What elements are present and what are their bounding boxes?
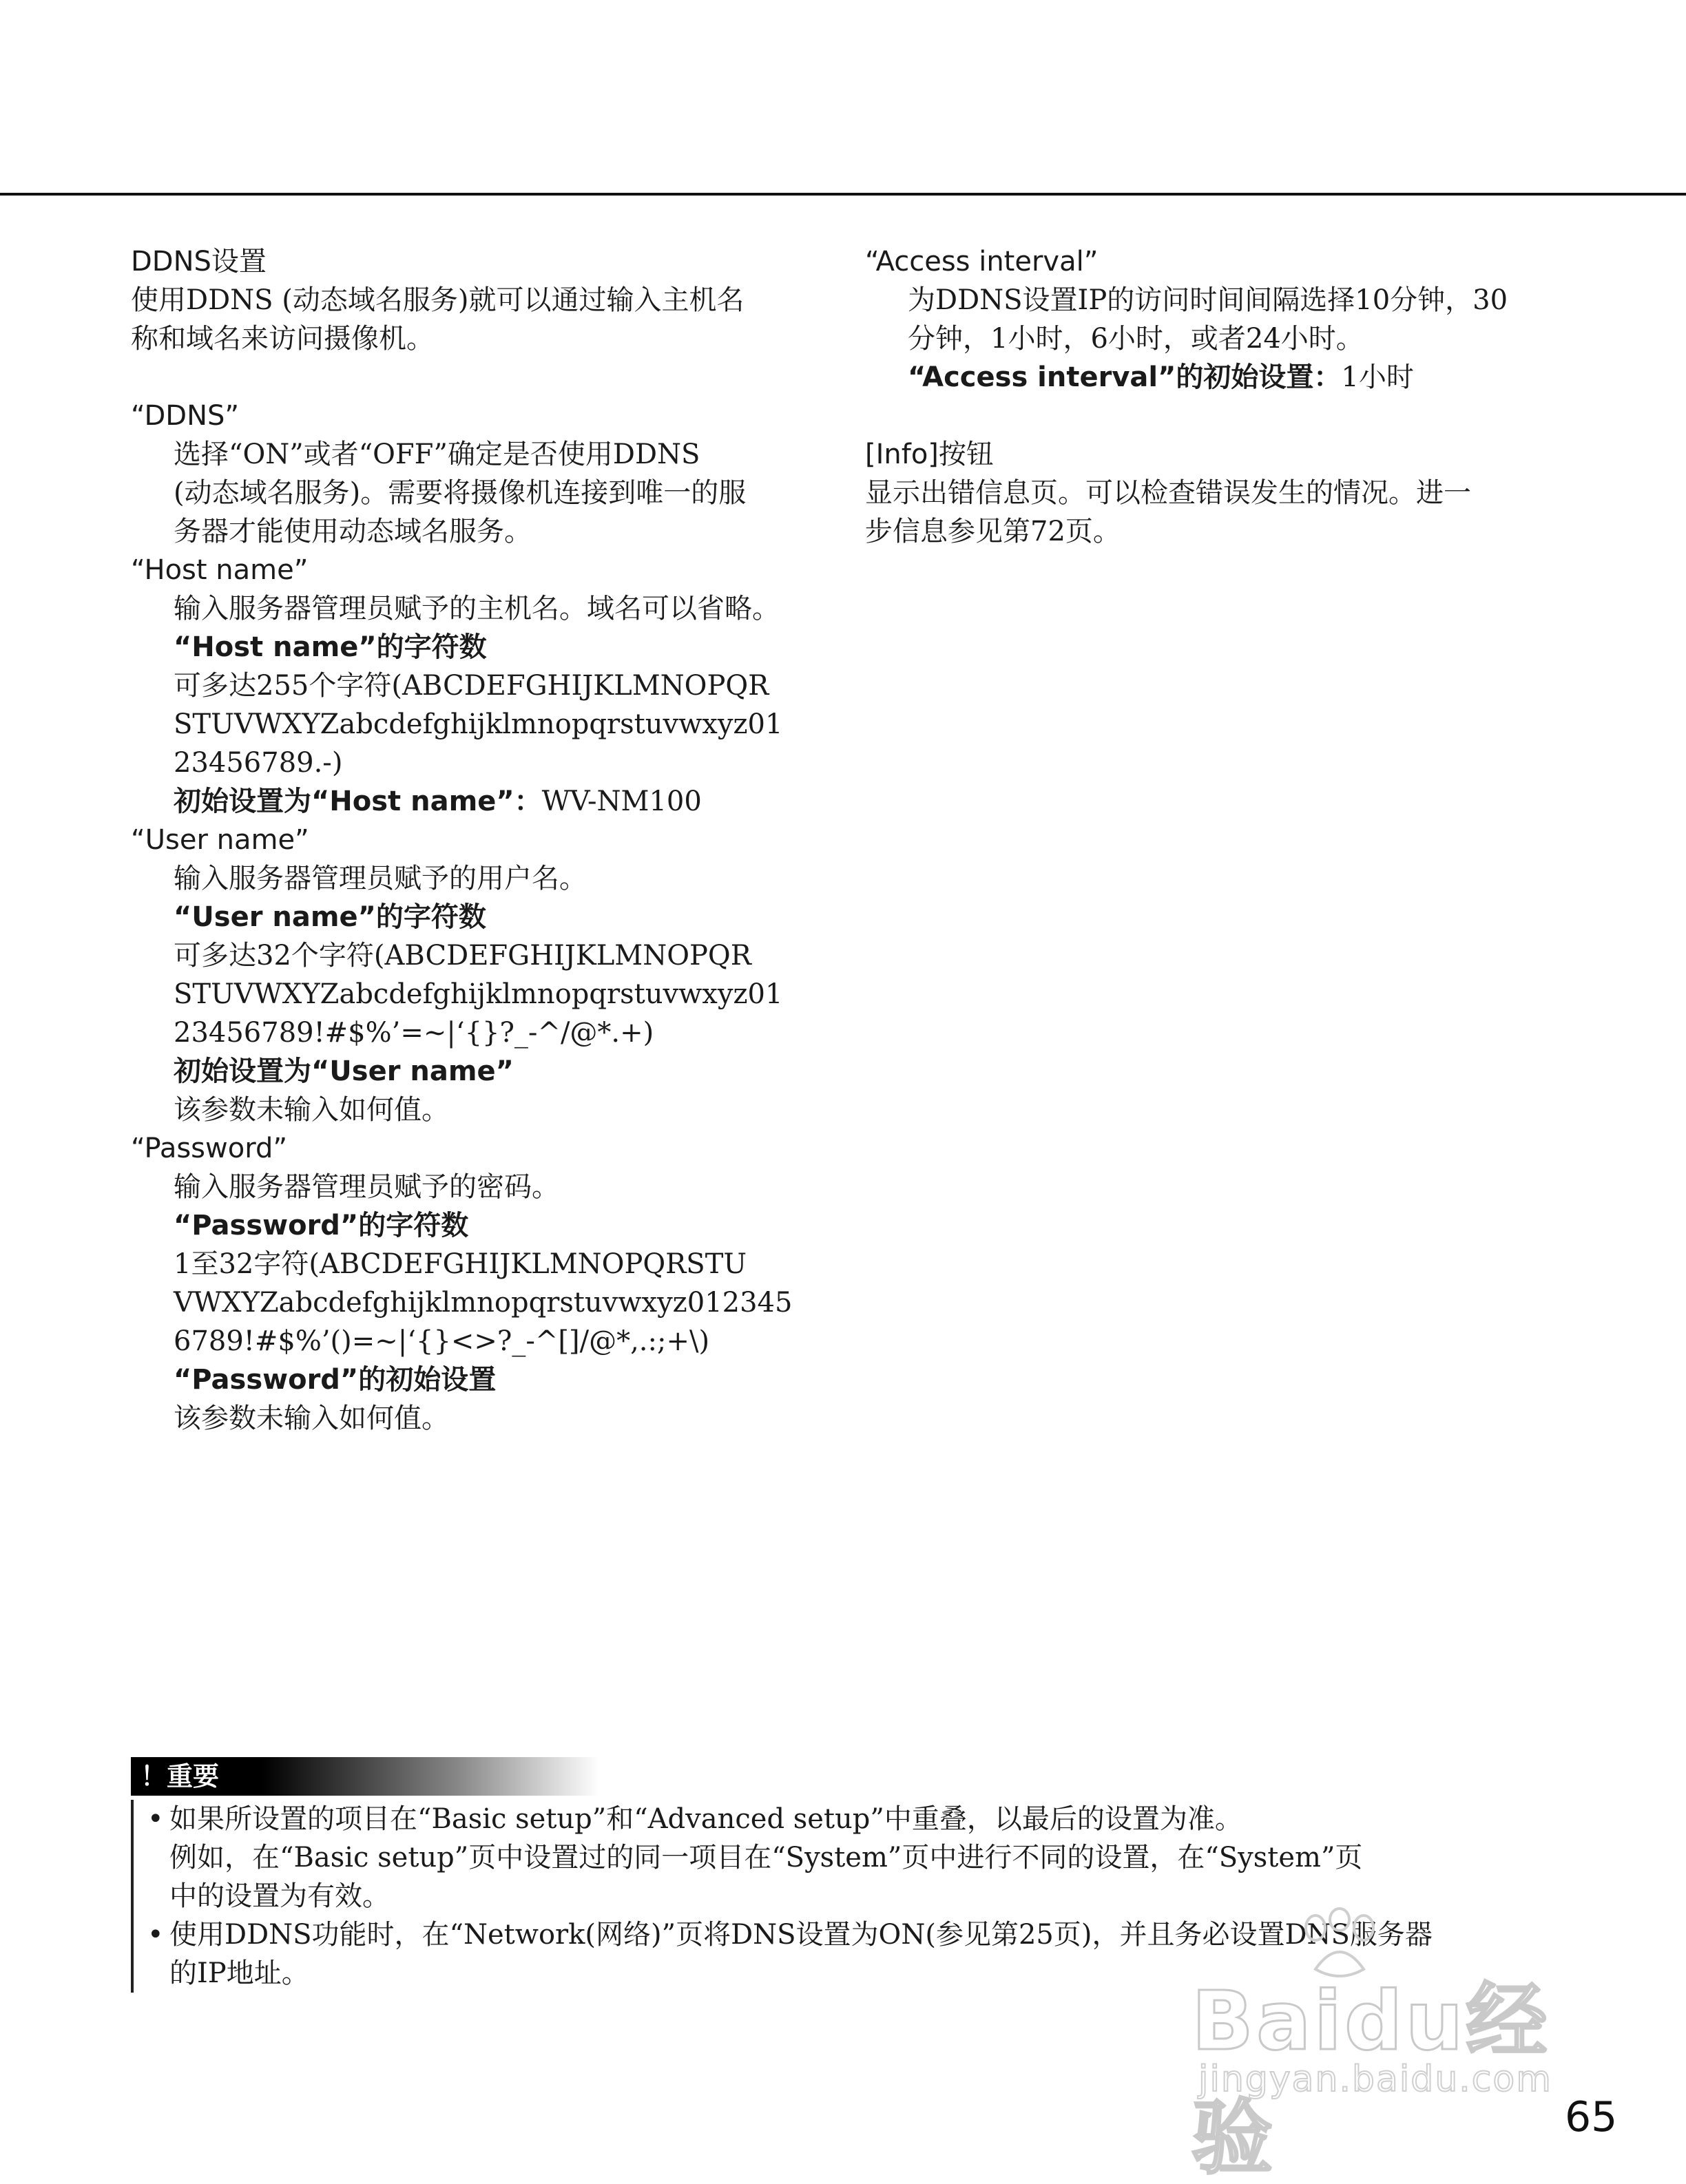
- ddns-desc-line: 使用DDNS (动态域名服务)就可以通过输入主机名: [131, 284, 745, 316]
- ddns-item-line: 选择“ON”或者“OFF”确定是否使用DDNS: [174, 439, 700, 470]
- host-name-initial: [131, 782, 826, 821]
- user-name-title: “User name”: [131, 824, 309, 856]
- access-interval-initial-value: 1小时: [1341, 361, 1414, 393]
- host-name-chars-line: STUVWXYZabcdefghijklmnopqrstuvwxyz01: [174, 708, 783, 740]
- password-chars-heading: “Password”的字符数: [174, 1210, 469, 1241]
- info-button-heading: [Info]按钮: [865, 439, 994, 470]
- password-chars-line: 1至32字符(ABCDEFGHIJKLMNOPQRSTU: [174, 1248, 747, 1280]
- host-name-chars-line: 23456789.-): [174, 747, 343, 779]
- ddns-item-title: “DDNS”: [131, 400, 240, 432]
- important-bullet-line: 例如，在“Basic setup”页中设置过的同一项目在“System”页中进行不同的设置，在“System”页: [169, 1842, 1363, 1873]
- user-name-desc: 输入服务器管理员赋予的用户名。: [174, 863, 587, 894]
- user-name-initial-heading: 初始设置为“User name”: [174, 1056, 514, 1087]
- host-name-chars-line: 可多达255个字符(ABCDEFGHIJKLMNOPQR: [174, 670, 769, 702]
- user-name-initial-note: 该参数未输入如何值。: [174, 1094, 449, 1126]
- host-name-initial-label: 初始设置为“Host name”：: [174, 786, 542, 817]
- watermark-main-text: Baidu经验: [1191, 1973, 1550, 2184]
- ddns-desc-line: 称和域名来访问摄像机。: [131, 323, 434, 355]
- user-name-chars-line: 23456789!#$%’=~|‘{}?_-^/@*.+): [174, 1017, 654, 1049]
- important-bullet-line: 使用DDNS功能时，在“Network(网络)”页将DNS设置为ON(参见第25页)，并且务必设置DNS服务器: [169, 1919, 1433, 1951]
- important-bullet-line: 中的设置为有效。: [169, 1880, 390, 1912]
- access-interval-initial: [865, 358, 1554, 397]
- top-rule: [0, 193, 1686, 196]
- important-heading: ！重要: [131, 1757, 599, 1796]
- user-name-chars-line: STUVWXYZabcdefghijklmnopqrstuvwxyz01: [174, 978, 783, 1010]
- host-name-initial-value: WV-NM100: [541, 786, 702, 817]
- ddns-item-line: 务器才能使用动态域名服务。: [174, 516, 532, 547]
- password-initial-note: 该参数未输入如何值。: [174, 1403, 449, 1434]
- access-interval-initial-label: “Access interval”的初始设置：: [908, 361, 1342, 393]
- ddns-heading: DDNS设置: [131, 246, 267, 277]
- user-name-chars-heading: “User name”的字符数: [174, 901, 486, 933]
- page-number: 65: [1565, 2093, 1618, 2141]
- password-title: “Password”: [131, 1133, 288, 1164]
- watermark-sub-text: jingyan.baidu.com: [1198, 2059, 1552, 2100]
- password-chars-line: VWXYZabcdefghijklmnopqrstuvwxyz012345: [174, 1287, 793, 1319]
- right-column: [865, 242, 1554, 551]
- ddns-item-line: (动态域名服务)。需要将摄像机连接到唯一的服: [174, 477, 747, 509]
- password-chars-line: 6789!#$%’()=~|‘{}<>?_-^[]/@*,.:;+\): [174, 1325, 710, 1357]
- password-desc: 输入服务器管理员赋予的密码。: [174, 1171, 559, 1203]
- password-initial-heading: “Password”的初始设置: [174, 1364, 497, 1396]
- host-name-title: “Host name”: [131, 554, 309, 586]
- host-name-desc: 输入服务器管理员赋予的主机名。域名可以省略。: [174, 593, 780, 624]
- host-name-chars-heading: “Host name”的字符数: [174, 631, 487, 663]
- bullet-dot-icon: •: [147, 1919, 164, 1951]
- left-column: [131, 242, 826, 1438]
- bullet-dot-icon: •: [147, 1803, 164, 1835]
- important-bullet-line: 如果所设置的项目在“Basic setup”和“Advanced setup”中重叠，以最后的设置为准。: [169, 1803, 1242, 1835]
- user-name-chars-line: 可多达32个字符(ABCDEFGHIJKLMNOPQR: [174, 940, 751, 972]
- access-interval-line: 为DDNS设置IP的访问时间间隔选择10分钟，30: [908, 284, 1508, 316]
- info-button-line: 显示出错信息页。可以检查错误发生的情况。进一: [865, 477, 1471, 509]
- access-interval-title: “Access interval”: [865, 246, 1099, 277]
- important-bullet-line: 的IP地址。: [169, 1957, 309, 1989]
- access-interval-line: 分钟，1小时，6小时，或者24小时。: [908, 323, 1364, 355]
- important-bullet: [147, 1800, 1577, 1915]
- info-button-line: 步信息参见第72页。: [865, 516, 1121, 547]
